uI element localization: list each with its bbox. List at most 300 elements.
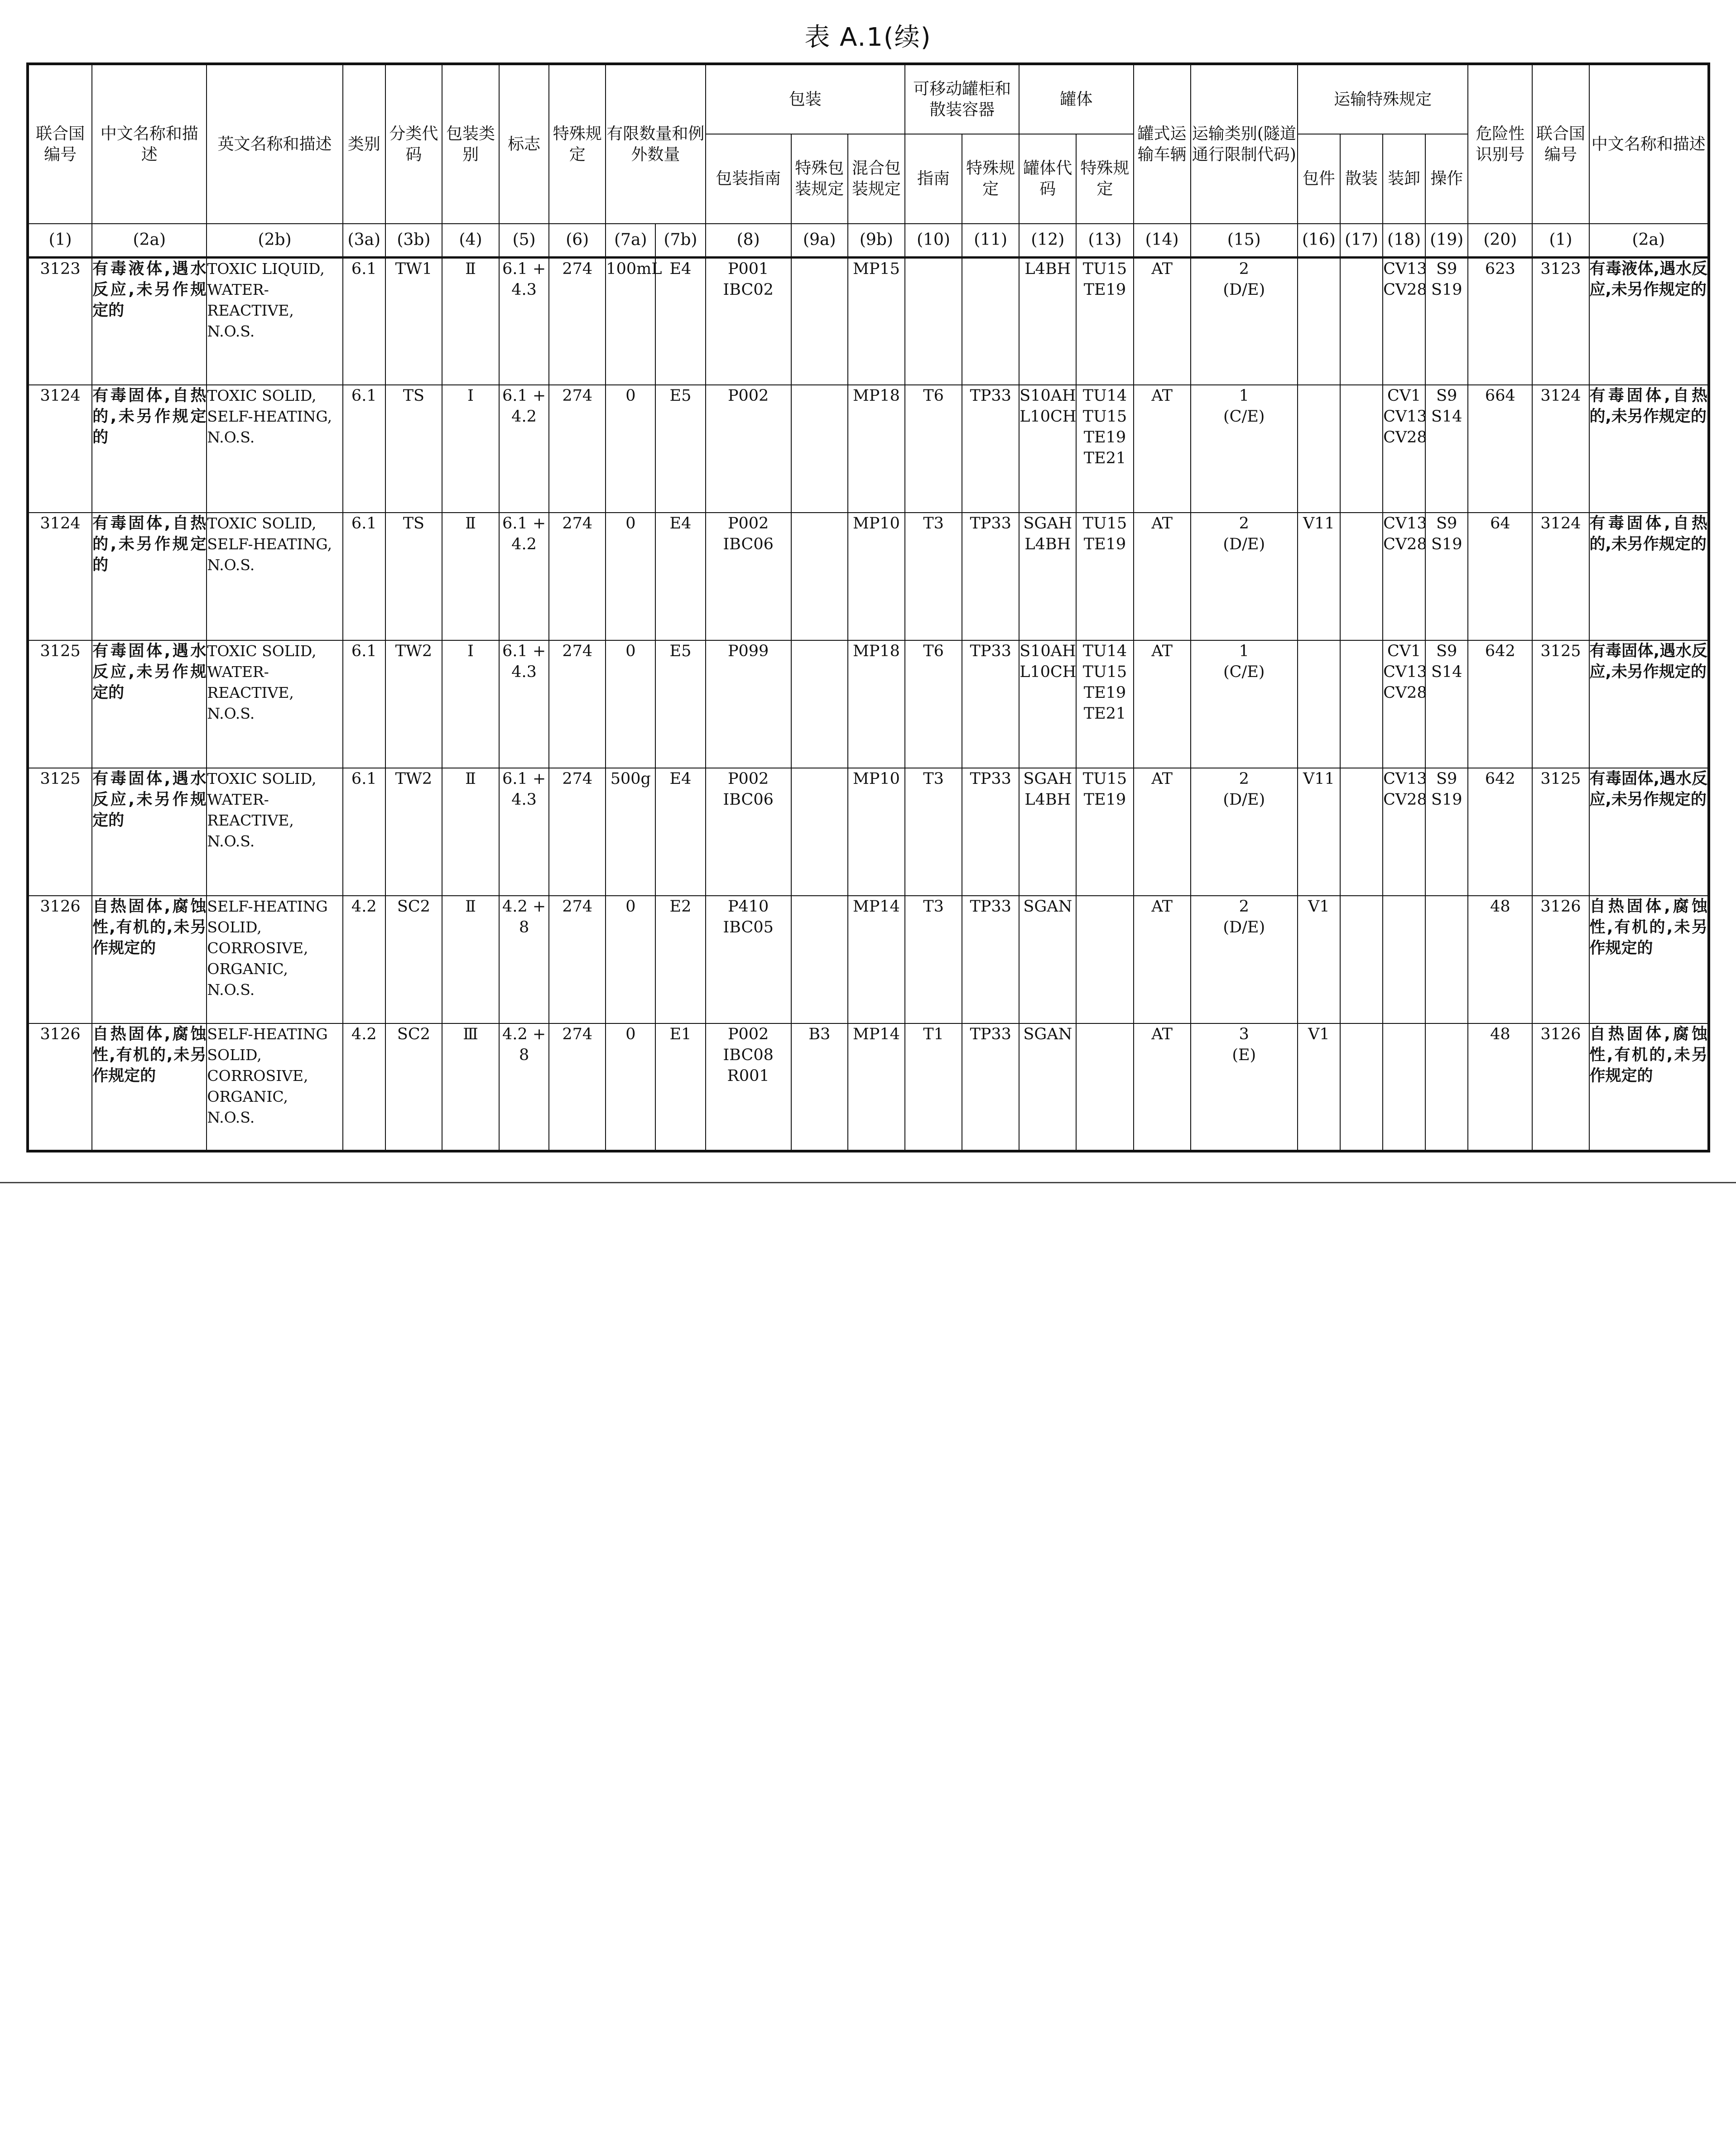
label-cell	[499, 896, 549, 1023]
hazard-id-cell: 64	[1468, 513, 1532, 640]
chinese-name-repeat-cell: 自热固体,腐蚀性,有机的,未另作规定的	[1589, 1023, 1709, 1151]
cell-line: S9	[1436, 387, 1457, 405]
class-cell: 6.1	[343, 385, 385, 513]
loading-provision-cell	[1383, 640, 1425, 768]
column-number: (1)	[28, 224, 92, 257]
cell-line: 2	[1239, 770, 1249, 788]
operation-provision-cell	[1425, 257, 1468, 385]
cell-line: N.O.S.	[207, 428, 255, 446]
header-mixed-packing: 混合包装规定	[848, 134, 905, 224]
excepted-quantity-cell: E4	[655, 257, 705, 385]
un-number-cell: 3124	[28, 385, 92, 513]
cell-line: S19	[1431, 791, 1462, 809]
tank-special-cell	[1076, 640, 1133, 768]
cell-line: 2	[1239, 898, 1249, 916]
hazard-id-cell: 642	[1468, 768, 1532, 896]
un-number-repeat-cell: 3125	[1532, 640, 1589, 768]
hazard-id-cell: 664	[1468, 385, 1532, 513]
special-packing-cell	[791, 257, 848, 385]
column-number: (12)	[1019, 224, 1076, 257]
cell-line: REACTIVE,	[207, 301, 294, 319]
cell-line: (E)	[1232, 1046, 1256, 1064]
cell-line: 1	[1239, 642, 1249, 660]
header-class: 类别	[343, 64, 385, 224]
loading-provision-cell	[1383, 513, 1425, 640]
english-name-cell	[207, 1023, 342, 1151]
un-number-repeat-cell: 3124	[1532, 385, 1589, 513]
cell-line: SOLID,	[207, 1046, 262, 1064]
table-row	[28, 385, 1709, 513]
chinese-name-repeat-cell: 有毒固体,遇水反应,未另作规定的	[1589, 768, 1709, 896]
cell-line: SELF-HEATING,	[207, 535, 332, 553]
column-number: (17)	[1340, 224, 1383, 257]
cell-line: P410	[727, 898, 769, 916]
chinese-name-cell: 有毒固体,自热的,未另作规定的	[92, 513, 207, 640]
cell-line: R001	[727, 1067, 769, 1085]
cell-line: SGAN	[1023, 1025, 1072, 1043]
packing-instruction-cell	[706, 513, 791, 640]
class-cell: 4.2	[343, 896, 385, 1023]
cell-line: 6.1 +	[502, 514, 546, 533]
column-number: (20)	[1468, 224, 1532, 257]
cell-line: TE21	[1083, 705, 1126, 723]
limited-quantity-cell: 0	[606, 896, 655, 1023]
special-provision-cell: 274	[549, 1023, 606, 1151]
cell-line: TU15	[1082, 259, 1127, 278]
column-number: (15)	[1191, 224, 1298, 257]
package-provision-cell	[1298, 385, 1340, 513]
cell-line: CORROSIVE,	[207, 939, 308, 957]
cell-line: TOXIC SOLID,	[207, 514, 317, 532]
cell-line: P002	[727, 387, 769, 405]
header-special-transport: 运输特殊规定	[1298, 64, 1468, 134]
limited-quantity-cell: 0	[606, 513, 655, 640]
cell-line: CV13	[1383, 259, 1427, 278]
header-packing-instruction: 包装指南	[706, 134, 791, 224]
header-portable-tank: 可移动罐柜和散装容器	[905, 64, 1019, 134]
cell-line: L4BH	[1024, 259, 1071, 278]
cell-line: SGAH	[1023, 770, 1072, 788]
packing-group-cell: Ⅲ	[442, 1023, 499, 1151]
bulk-provision-cell	[1340, 513, 1383, 640]
label-cell	[499, 1023, 549, 1151]
un-number-cell: 3124	[28, 513, 92, 640]
mixed-packing-cell: MP14	[848, 896, 905, 1023]
mixed-packing-cell: MP18	[848, 640, 905, 768]
cell-line: P002	[727, 770, 769, 788]
package-provision-cell: V11	[1298, 513, 1340, 640]
packing-group-cell: Ⅱ	[442, 896, 499, 1023]
cell-line: WATER-	[207, 791, 269, 808]
transport-category-cell	[1191, 257, 1298, 385]
header-name-zh: 中文名称和描述	[92, 64, 207, 224]
header-name-zh-2: 中文名称和描述	[1589, 64, 1709, 224]
chinese-name-cell: 有毒固体,自热的,未另作规定的	[92, 385, 207, 513]
cell-line: L10CH	[1019, 663, 1077, 681]
bulk-provision-cell	[1340, 768, 1383, 896]
cell-line: TE19	[1083, 684, 1126, 702]
limited-quantity-cell: 100mL	[606, 257, 655, 385]
un-number-cell: 3125	[28, 768, 92, 896]
cell-line: CV28	[1383, 280, 1427, 299]
portable-tank-special-cell: TP33	[962, 640, 1019, 768]
limited-quantity-cell: 0	[606, 1023, 655, 1151]
cell-line: S14	[1431, 663, 1462, 681]
header-name-en: 英文名称和描述	[207, 64, 342, 224]
special-packing-cell	[791, 768, 848, 896]
chinese-name-cell: 自热固体,腐蚀性,有机的,未另作规定的	[92, 896, 207, 1023]
cell-line: TOXIC SOLID,	[207, 642, 317, 660]
tank-vehicle-cell: AT	[1134, 257, 1191, 385]
cell-line: S19	[1431, 280, 1462, 299]
operation-provision-cell	[1425, 513, 1468, 640]
cell-line: 4.2 +	[502, 1025, 546, 1043]
table-row	[28, 513, 1709, 640]
operation-provision-cell	[1425, 640, 1468, 768]
special-provision-cell: 274	[549, 257, 606, 385]
tank-vehicle-cell: AT	[1134, 640, 1191, 768]
transport-category-cell	[1191, 640, 1298, 768]
tank-code-cell	[1019, 768, 1076, 896]
chinese-name-repeat-cell: 有毒固体,自热的,未另作规定的	[1589, 513, 1709, 640]
column-number: (7a)	[606, 224, 655, 257]
bulk-provision-cell	[1340, 257, 1383, 385]
cell-line: 6.1 +	[502, 259, 546, 278]
mixed-packing-cell: MP10	[848, 513, 905, 640]
special-provision-cell: 274	[549, 640, 606, 768]
special-provision-cell: 274	[549, 768, 606, 896]
excepted-quantity-cell: E2	[655, 896, 705, 1023]
hazard-id-cell: 642	[1468, 640, 1532, 768]
cell-line: CV28	[1383, 684, 1427, 702]
cell-line: REACTIVE,	[207, 684, 294, 701]
portable-tank-special-cell	[962, 257, 1019, 385]
cell-line: TU14	[1082, 387, 1127, 405]
tank-vehicle-cell: AT	[1134, 768, 1191, 896]
packing-instruction-cell	[706, 768, 791, 896]
portable-tank-instruction-cell	[905, 257, 962, 385]
un-number-repeat-cell: 3124	[1532, 513, 1589, 640]
cell-line: 1	[1239, 387, 1249, 405]
cell-line: SELF-HEATING	[207, 1025, 328, 1043]
transport-category-cell	[1191, 1023, 1298, 1151]
portable-tank-instruction-cell: T3	[905, 513, 962, 640]
cell-line: SOLID,	[207, 918, 262, 936]
cell-line: 2	[1239, 514, 1249, 533]
cell-line: TE19	[1083, 535, 1126, 553]
loading-provision-cell	[1383, 385, 1425, 513]
cell-line: CV13	[1383, 408, 1427, 426]
loading-provision-cell	[1383, 768, 1425, 896]
cell-line: TOXIC SOLID,	[207, 387, 317, 404]
cell-line: 4.3	[511, 280, 537, 299]
cell-line: N.O.S.	[207, 322, 255, 340]
transport-category-cell	[1191, 385, 1298, 513]
column-number: (3a)	[343, 224, 385, 257]
cell-line: CV1	[1387, 642, 1421, 660]
operation-provision-cell	[1425, 896, 1468, 1023]
packing-instruction-cell	[706, 896, 791, 1023]
limited-quantity-cell: 500g	[606, 768, 655, 896]
table-row	[28, 1023, 1709, 1151]
cell-line: ORGANIC,	[207, 960, 288, 978]
chinese-name-repeat-cell: 有毒固体,遇水反应,未另作规定的	[1589, 640, 1709, 768]
cell-line: P002	[727, 514, 769, 533]
portable-tank-special-cell: TP33	[962, 896, 1019, 1023]
cell-line: REACTIVE,	[207, 812, 294, 829]
tank-special-cell	[1076, 513, 1133, 640]
cell-line: IBC06	[723, 791, 774, 809]
column-number: (11)	[962, 224, 1019, 257]
column-number: (14)	[1134, 224, 1191, 257]
operation-provision-cell	[1425, 1023, 1468, 1151]
cell-line: L4BH	[1024, 535, 1071, 553]
special-packing-cell	[791, 385, 848, 513]
tank-code-cell	[1019, 1023, 1076, 1151]
cell-line: CORROSIVE,	[207, 1067, 308, 1085]
cell-line: TU15	[1082, 770, 1127, 788]
tank-vehicle-cell: AT	[1134, 385, 1191, 513]
bulk-provision-cell	[1340, 385, 1383, 513]
classification-code-cell: TW1	[385, 257, 442, 385]
tank-vehicle-cell: AT	[1134, 1023, 1191, 1151]
un-number-repeat-cell: 3126	[1532, 896, 1589, 1023]
header-class-code: 分类代码	[385, 64, 442, 224]
label-cell	[499, 768, 549, 896]
cell-line: 8	[519, 918, 529, 936]
portable-tank-instruction-cell: T6	[905, 640, 962, 768]
header-tank-code: 罐体代码	[1019, 134, 1076, 224]
portable-tank-instruction-cell: T1	[905, 1023, 962, 1151]
english-name-cell	[207, 768, 342, 896]
chinese-name-repeat-cell: 自热固体,腐蚀性,有机的,未另作规定的	[1589, 896, 1709, 1023]
tank-special-cell	[1076, 768, 1133, 896]
hazard-id-cell: 48	[1468, 896, 1532, 1023]
classification-code-cell: TW2	[385, 768, 442, 896]
tank-code-cell	[1019, 385, 1076, 513]
tank-vehicle-cell: AT	[1134, 513, 1191, 640]
cell-line: SELF-HEATING,	[207, 408, 332, 425]
package-provision-cell: V1	[1298, 896, 1340, 1023]
special-packing-cell	[791, 640, 848, 768]
header-limited-quantity: 有限数量和例外数量	[606, 64, 705, 224]
header-packing-group: 包装类别	[442, 64, 499, 224]
excepted-quantity-cell: E4	[655, 768, 705, 896]
header-pt-instruction: 指南	[905, 134, 962, 224]
transport-category-cell	[1191, 513, 1298, 640]
header-special-packing: 特殊包装规定	[791, 134, 848, 224]
header-transport-category: 运输类别(隧道通行限制代码)	[1191, 64, 1298, 224]
portable-tank-special-cell: TP33	[962, 513, 1019, 640]
limited-quantity-cell: 0	[606, 640, 655, 768]
cell-line: SGAH	[1023, 514, 1072, 533]
hazard-id-cell: 48	[1468, 1023, 1532, 1151]
packing-group-cell: Ⅱ	[442, 768, 499, 896]
bulk-provision-cell	[1340, 896, 1383, 1023]
chinese-name-cell: 有毒液体,遇水反应,未另作规定的	[92, 257, 207, 385]
chinese-name-cell: 自热固体,腐蚀性,有机的,未另作规定的	[92, 1023, 207, 1151]
column-number: (4)	[442, 224, 499, 257]
cell-line: IBC08	[723, 1046, 774, 1064]
cell-line: TOXIC SOLID,	[207, 770, 317, 787]
package-provision-cell: V1	[1298, 1023, 1340, 1151]
header-special-provisions: 特殊规定	[549, 64, 606, 224]
cell-line: TE21	[1083, 449, 1126, 467]
cell-line: (D/E)	[1223, 791, 1265, 809]
loading-provision-cell	[1383, 1023, 1425, 1151]
chinese-name-cell: 有毒固体,遇水反应,未另作规定的	[92, 640, 207, 768]
column-number: (9a)	[791, 224, 848, 257]
column-number: (8)	[706, 224, 791, 257]
cell-line: (C/E)	[1223, 408, 1265, 426]
tank-special-cell	[1076, 257, 1133, 385]
english-name-cell	[207, 896, 342, 1023]
tank-code-cell	[1019, 513, 1076, 640]
packing-group-cell: Ⅱ	[442, 257, 499, 385]
table-row	[28, 640, 1709, 768]
excepted-quantity-cell: E5	[655, 640, 705, 768]
un-number-cell: 3123	[28, 257, 92, 385]
mixed-packing-cell: MP15	[848, 257, 905, 385]
column-number-row	[28, 224, 1709, 257]
header-bulk: 散装	[1340, 134, 1383, 224]
hazard-id-cell: 623	[1468, 257, 1532, 385]
cell-line: (D/E)	[1223, 535, 1265, 553]
cell-line: TE19	[1083, 791, 1126, 809]
special-provision-cell: 274	[549, 513, 606, 640]
header-un-no-2: 联合国编号	[1532, 64, 1589, 224]
cell-line: 2	[1239, 259, 1249, 278]
cell-line: S10AH	[1019, 387, 1076, 405]
cell-line: CV28	[1383, 791, 1427, 809]
cell-line: WATER-	[207, 280, 269, 298]
portable-tank-special-cell: TP33	[962, 768, 1019, 896]
cell-line: TE19	[1083, 428, 1126, 447]
cell-line: TOXIC LIQUID,	[207, 259, 325, 278]
package-provision-cell	[1298, 257, 1340, 385]
table-row	[28, 896, 1709, 1023]
transport-category-cell	[1191, 768, 1298, 896]
header-package: 包件	[1298, 134, 1340, 224]
cell-line: 4.2 +	[502, 898, 546, 916]
class-cell: 6.1	[343, 513, 385, 640]
mixed-packing-cell: MP14	[848, 1023, 905, 1151]
cell-line: P001	[727, 259, 769, 278]
cell-line: TU15	[1082, 663, 1127, 681]
cell-line: IBC06	[723, 535, 774, 553]
tank-code-cell	[1019, 640, 1076, 768]
cell-line: N.O.S.	[207, 1109, 255, 1126]
cell-line: 6.1 +	[502, 642, 546, 660]
portable-tank-instruction-cell: T6	[905, 385, 962, 513]
packing-group-cell: Ⅰ	[442, 640, 499, 768]
tank-special-cell	[1076, 385, 1133, 513]
un-number-repeat-cell: 3126	[1532, 1023, 1589, 1151]
header-packaging: 包装	[706, 64, 905, 134]
classification-code-cell: TW2	[385, 640, 442, 768]
un-number-repeat-cell: 3125	[1532, 768, 1589, 896]
label-cell	[499, 257, 549, 385]
cell-line: S10AH	[1019, 642, 1076, 660]
cell-line: S14	[1431, 408, 1462, 426]
cell-line: L4BH	[1024, 791, 1071, 809]
loading-provision-cell	[1383, 896, 1425, 1023]
cell-line: IBC02	[723, 280, 774, 299]
column-number: (5)	[499, 224, 549, 257]
bulk-provision-cell	[1340, 1023, 1383, 1151]
cell-line: ORGANIC,	[207, 1088, 288, 1105]
packing-instruction-cell	[706, 385, 791, 513]
cell-line: N.O.S.	[207, 556, 255, 574]
cell-line: (C/E)	[1223, 663, 1265, 681]
cell-line: 6.1 +	[502, 387, 546, 405]
classification-code-cell: SC2	[385, 1023, 442, 1151]
cell-line: 4.3	[511, 663, 537, 681]
cell-line: SELF-HEATING	[207, 898, 328, 915]
cell-line: CV28	[1383, 535, 1427, 553]
packing-group-cell: Ⅱ	[442, 513, 499, 640]
cell-line: 4.2	[511, 535, 537, 553]
cell-line: P002	[727, 1025, 769, 1043]
cell-line: CV1	[1387, 387, 1421, 405]
portable-tank-instruction-cell: T3	[905, 896, 962, 1023]
column-number: (2b)	[207, 224, 342, 257]
special-provision-cell: 274	[549, 385, 606, 513]
cell-line: IBC05	[723, 918, 774, 936]
portable-tank-special-cell: TP33	[962, 385, 1019, 513]
table-row	[28, 768, 1709, 896]
column-number: (2a)	[1589, 224, 1709, 257]
package-provision-cell	[1298, 640, 1340, 768]
chinese-name-repeat-cell: 有毒固体,自热的,未另作规定的	[1589, 385, 1709, 513]
column-number: (1)	[1532, 224, 1589, 257]
header-tank-special: 特殊规定	[1076, 134, 1133, 224]
header-pt-special: 特殊规定	[962, 134, 1019, 224]
packing-instruction-cell	[706, 1023, 791, 1151]
header-un-no: 联合国编号	[28, 64, 92, 224]
cell-line: CV28	[1383, 428, 1427, 447]
operation-provision-cell	[1425, 768, 1468, 896]
header-loading: 装卸	[1383, 134, 1425, 224]
tank-code-cell	[1019, 896, 1076, 1023]
column-number: (18)	[1383, 224, 1425, 257]
table-title: 表 A.1(续)	[804, 23, 932, 52]
english-name-cell	[207, 513, 342, 640]
mixed-packing-cell: MP18	[848, 385, 905, 513]
column-number: (3b)	[385, 224, 442, 257]
cell-line: S9	[1436, 642, 1457, 660]
chinese-name-repeat-cell: 有毒液体,遇水反应,未另作规定的	[1589, 257, 1709, 385]
special-packing-cell	[791, 513, 848, 640]
cell-line: TE19	[1083, 280, 1126, 299]
portable-tank-instruction-cell: T3	[905, 768, 962, 896]
cell-line: (D/E)	[1223, 280, 1265, 299]
un-number-cell: 3126	[28, 896, 92, 1023]
column-number: (10)	[905, 224, 962, 257]
page-divider	[0, 1182, 1736, 1183]
cell-line: WATER-	[207, 663, 269, 681]
cell-line: P099	[727, 642, 769, 660]
cell-line: 6.1 +	[502, 770, 546, 788]
special-packing-cell	[791, 896, 848, 1023]
chinese-name-cell: 有毒固体,遇水反应,未另作规定的	[92, 768, 207, 896]
column-number: (19)	[1425, 224, 1468, 257]
header-operation: 操作	[1425, 134, 1468, 224]
cell-line: N.O.S.	[207, 981, 255, 999]
english-name-cell	[207, 257, 342, 385]
special-packing-cell: B3	[791, 1023, 848, 1151]
operation-provision-cell	[1425, 385, 1468, 513]
